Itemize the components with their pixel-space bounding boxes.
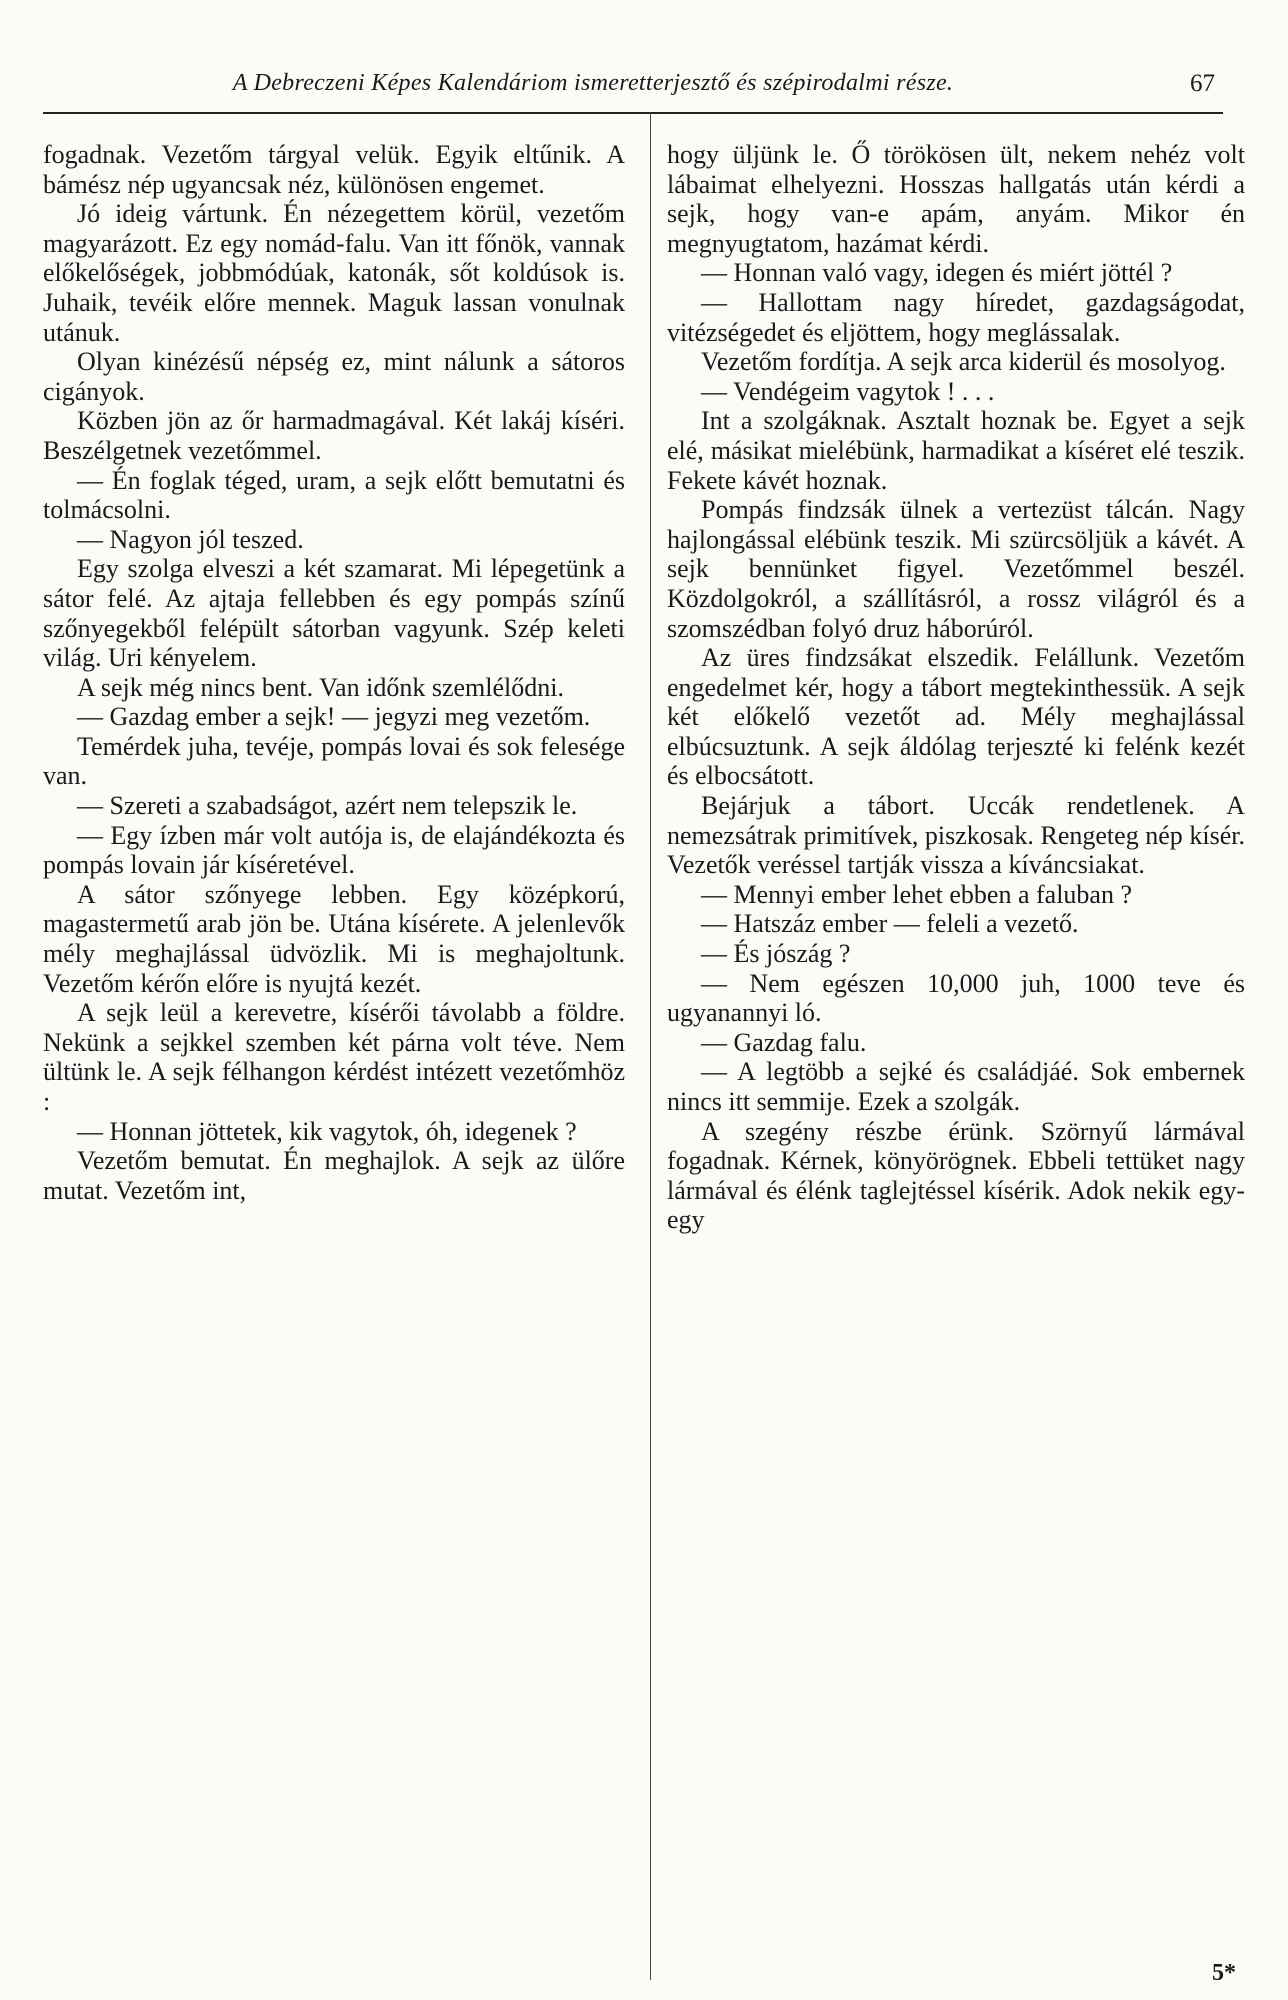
running-header <box>43 68 1223 114</box>
paragraph: — Honnan jöttetek, kik vagytok, óh, idegenek ? <box>77 1116 577 1146</box>
paragraph: Olyan kinézésű népség ez, mint nálunk a sátoros cigányok. <box>43 347 625 406</box>
paragraph: — Honnan való vagy, idegen és miért jöttél ? <box>701 258 1173 288</box>
paragraph: fogadnak. Vezetőm tárgyal velük. Egyik eltűnik. A bámész nép ugyancsak néz, különösen engemet. <box>43 140 625 199</box>
paragraph: — Egy ízben már volt autója is, de elajándékozta és pompás lovain jár kíséretével. <box>43 820 625 880</box>
left-column <box>43 140 625 2000</box>
paragraph: — Szereti a szabadságot, azért nem telepszik le. <box>77 791 578 821</box>
paragraph: Az üres findzsákat elszedik. Felállunk. Vezetőm engedelmet kér, hogy a tábort megtekinthessük. A sejk két előkelő vezetőt ad. Mély meghajlással elbúcsuztunk. A sejk áldólag terjeszté ki felénk kezét és elbocsátott. <box>667 643 1245 791</box>
paragraph: Vezetőm bemutat. Én meghajlok. A sejk az ülőre mutat. Vezetőm int, <box>43 1146 625 1205</box>
paragraph: Egy szolga elveszi a két szamarat. Mi lépegetünk a sátor felé. Az ajtaja fellebben és egy pompás színű szőnyegekből felépült sátorban vagyunk. Szép keleti világ. Uri kényelem. <box>43 554 625 673</box>
paragraph: Temérdek juha, tevéje, pompás lovai és sok felesége van. <box>43 731 625 791</box>
page-number: 67 <box>1190 70 1215 97</box>
paragraph: Jó ideig vártunk. Én nézegettem körül, vezetőm magyarázott. Ez egy nomád-falu. Van itt főnök, vannak előkelőségek, jobbmódúak, katonák, sőt koldúsok is. Juhaik, tevéik előre mennek. Maguk lassan vonulnak utánuk. <box>43 199 625 347</box>
paragraph: — Én foglak téged, uram, a sejk előtt bemutatni és tolmácsolni. <box>43 465 625 525</box>
column-divider <box>650 112 651 1980</box>
paragraph: A sátor szőnyege lebben. Egy középkorú, magastermetű arab jön be. Utána kísérete. A jelenlevők mély meghajlással üdvözlik. Mi is meghajoltunk. Vezetőm kérőn előre is nyujtá kezét. <box>43 879 625 998</box>
running-title: A Debreczeni Képes Kalendáriom ismeretterjesztő és szépirodalmi része. <box>232 70 954 96</box>
paragraph: — Hatszáz ember — feleli a vezető. <box>701 909 1079 939</box>
paragraph: A szegény részbe érünk. Szörnyű lármával fogadnak. Kérnek, könyörögnek. Ebbeli tettüket nagy lármával és élénk taglejtéssel kísérik. Adok nekik egy-egy <box>667 1116 1245 1235</box>
signature-mark: 5* <box>1212 1960 1236 1986</box>
paragraph: — Nem egészen 10,000 juh, 1000 teve és ugyanannyi ló. <box>667 968 1245 1028</box>
paragraph: — Gazdag falu. <box>701 1027 867 1057</box>
paragraph: Bejárjuk a tábort. Uccák rendetlenek. A nemezsátrak primitívek, piszkosak. Rengeteg nép kísér. Vezetők veréssel tartják vissza a kíváncsiakat. <box>667 791 1245 880</box>
paragraph: Közben jön az őr harmadmagával. Két lakáj kíséri. Beszélgetnek vezetőmmel. <box>43 406 625 465</box>
paragraph: Pompás findzsák ülnek a vertezüst tálcán. Nagy hajlongással elébünk teszik. Mi szürcsöljük a kávét. A sejk bennünket figyel. Vezetőmmel beszél. Közdolgokról, a szállításról, a rossz világról és a szomszédban folyó druz háborúról. <box>667 495 1245 643</box>
paragraph: — Vendégeim vagytok ! . . . <box>701 376 995 406</box>
paragraph: — A legtöbb a sejké és családjáé. Sok embernek nincs itt semmije. Ezek a szolgák. <box>667 1057 1245 1116</box>
paragraph: — Mennyi ember lehet ebben a faluban ? <box>701 879 1132 909</box>
paragraph: A sejk még nincs bent. Van időnk szemlélődni. <box>77 672 564 702</box>
paragraph: — Nagyon jól teszed. <box>77 524 304 554</box>
paragraph: — És jószág ? <box>701 939 851 969</box>
paragraph: A sejk leül a kerevetre, kísérői távolabb a földre. Nekünk a sejkkel szemben két párna volt téve. Nem ültünk le. A sejk félhangon kérdést intézett vezetőmhöz : <box>43 998 625 1116</box>
paragraph: Int a szolgáknak. Asztalt hoznak be. Egyet a sejk elé, másikat mielébünk, harmadikat a kíséret elé teszik. Fekete kávét hoznak. <box>667 406 1245 495</box>
right-column <box>667 140 1245 2000</box>
paragraph: — Gazdag ember a sejk! — jegyzi meg vezetőm. <box>77 702 591 732</box>
paragraph: Vezetőm fordítja. A sejk arca kiderül és mosolyog. <box>701 347 1226 377</box>
paragraph: — Hallottam nagy híredet, gazdagságodat, vitézségedet és eljöttem, hogy meglássalak. <box>667 287 1245 347</box>
paragraph: hogy üljünk le. Ő törökösen ült, nekem nehéz volt lábaimat elhelyezni. Hosszas hallgatás után kérdi a sejk, hogy van-e apám, anyám. Mikor én megnyugtatom, hazámat kérdi. <box>667 140 1245 258</box>
